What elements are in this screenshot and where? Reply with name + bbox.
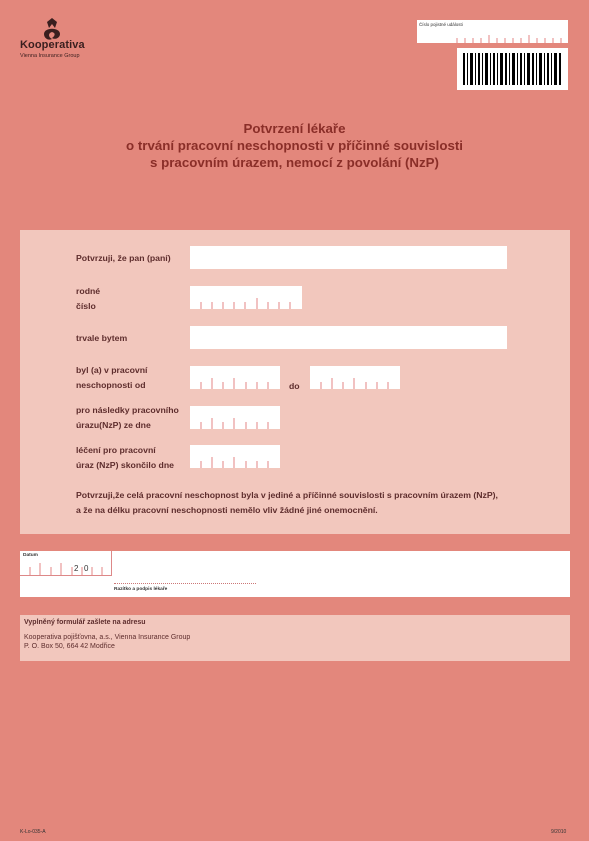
incapacity-from-label-line-2: neschopnosti od bbox=[76, 380, 146, 390]
logo-subtitle: Vienna Insurance Group bbox=[20, 53, 80, 59]
form-version: 9/2010 bbox=[551, 829, 567, 835]
birth-number-label-line-2: číslo bbox=[76, 301, 96, 311]
incapacity-from-ticks bbox=[190, 366, 280, 389]
logo-name: Kooperativa bbox=[20, 39, 85, 51]
incapacity-from-label bbox=[76, 363, 147, 393]
birth-number-label bbox=[76, 284, 100, 314]
date-label: Datum bbox=[23, 553, 38, 558]
barcode bbox=[457, 48, 568, 90]
date-input[interactable] bbox=[20, 551, 112, 576]
birth-number-ticks bbox=[190, 286, 302, 309]
signature-line[interactable] bbox=[114, 583, 256, 584]
incapacity-from-date-input[interactable] bbox=[190, 366, 280, 389]
treatment-end-date-input[interactable] bbox=[190, 445, 280, 468]
title-line-3: s pracovním úrazem, nemocí z povolání (NzP) bbox=[150, 155, 439, 170]
accident-date-input[interactable] bbox=[190, 406, 280, 429]
treatment-end-label bbox=[76, 443, 174, 473]
statement-line-1: Potvrzuji,že celá pracovní neschopnost byla v jediné a příčinné souvislosti s pracovním úrazem (NzP), bbox=[76, 490, 498, 500]
form-code: K-Lo-035-A bbox=[20, 829, 46, 835]
claim-number-label: Číslo pojistné události bbox=[419, 22, 463, 27]
patient-name-label: Potvrzuji, že pan (paní) bbox=[76, 253, 171, 263]
address-line-2: P. O. Box 50, 664 42 Modřice bbox=[24, 643, 115, 650]
incapacity-to-ticks bbox=[310, 366, 400, 389]
claim-number-ticks bbox=[417, 20, 568, 43]
residence-input[interactable] bbox=[190, 326, 507, 349]
accident-date-ticks bbox=[190, 406, 280, 429]
accident-date-label-line-2: úrazu(NzP) ze dne bbox=[76, 420, 151, 430]
date-signature-panel bbox=[20, 551, 570, 597]
treatment-end-label-line-2: úraz (NzP) skončilo dne bbox=[76, 460, 174, 470]
accident-date-label-line-1: pro následky pracovního bbox=[76, 405, 179, 415]
year-digit-1: 2 bbox=[74, 564, 79, 573]
address-title: Vyplněný formulář zašlete na adresu bbox=[24, 619, 146, 626]
statement-line-2: a že na délku pracovní neschopnosti nemělo vliv žádné jiné onemocnění. bbox=[76, 505, 378, 515]
to-label: do bbox=[289, 381, 300, 391]
accident-date-label bbox=[76, 403, 179, 433]
incapacity-from-label-line-1: byl (a) v pracovní bbox=[76, 365, 148, 375]
title-line-1: Potvrzení lékaře bbox=[243, 121, 346, 136]
year-digit-2: 0 bbox=[84, 564, 89, 573]
address-panel bbox=[20, 615, 570, 661]
form-title bbox=[0, 120, 589, 171]
treatment-end-ticks bbox=[190, 445, 280, 468]
signature-label: Razítko a podpis lékaře bbox=[114, 587, 168, 592]
claim-number-field[interactable] bbox=[417, 20, 568, 43]
barcode-icon bbox=[463, 53, 563, 85]
birth-number-input[interactable] bbox=[190, 286, 302, 309]
treatment-end-label-line-1: léčení pro pracovní bbox=[76, 445, 156, 455]
birth-number-label-line-1: rodné bbox=[76, 286, 101, 296]
statement bbox=[76, 488, 498, 518]
title-line-2: o trvání pracovní neschopnosti v příčinné souvislosti bbox=[126, 138, 463, 153]
form-panel bbox=[20, 230, 570, 534]
date-ticks bbox=[20, 551, 111, 575]
address-line-1: Kooperativa pojišťovna, a.s., Vienna Insurance Group bbox=[24, 634, 191, 641]
patient-name-input[interactable] bbox=[190, 246, 507, 269]
residence-label: trvale bytem bbox=[76, 333, 128, 343]
incapacity-to-date-input[interactable] bbox=[310, 366, 400, 389]
